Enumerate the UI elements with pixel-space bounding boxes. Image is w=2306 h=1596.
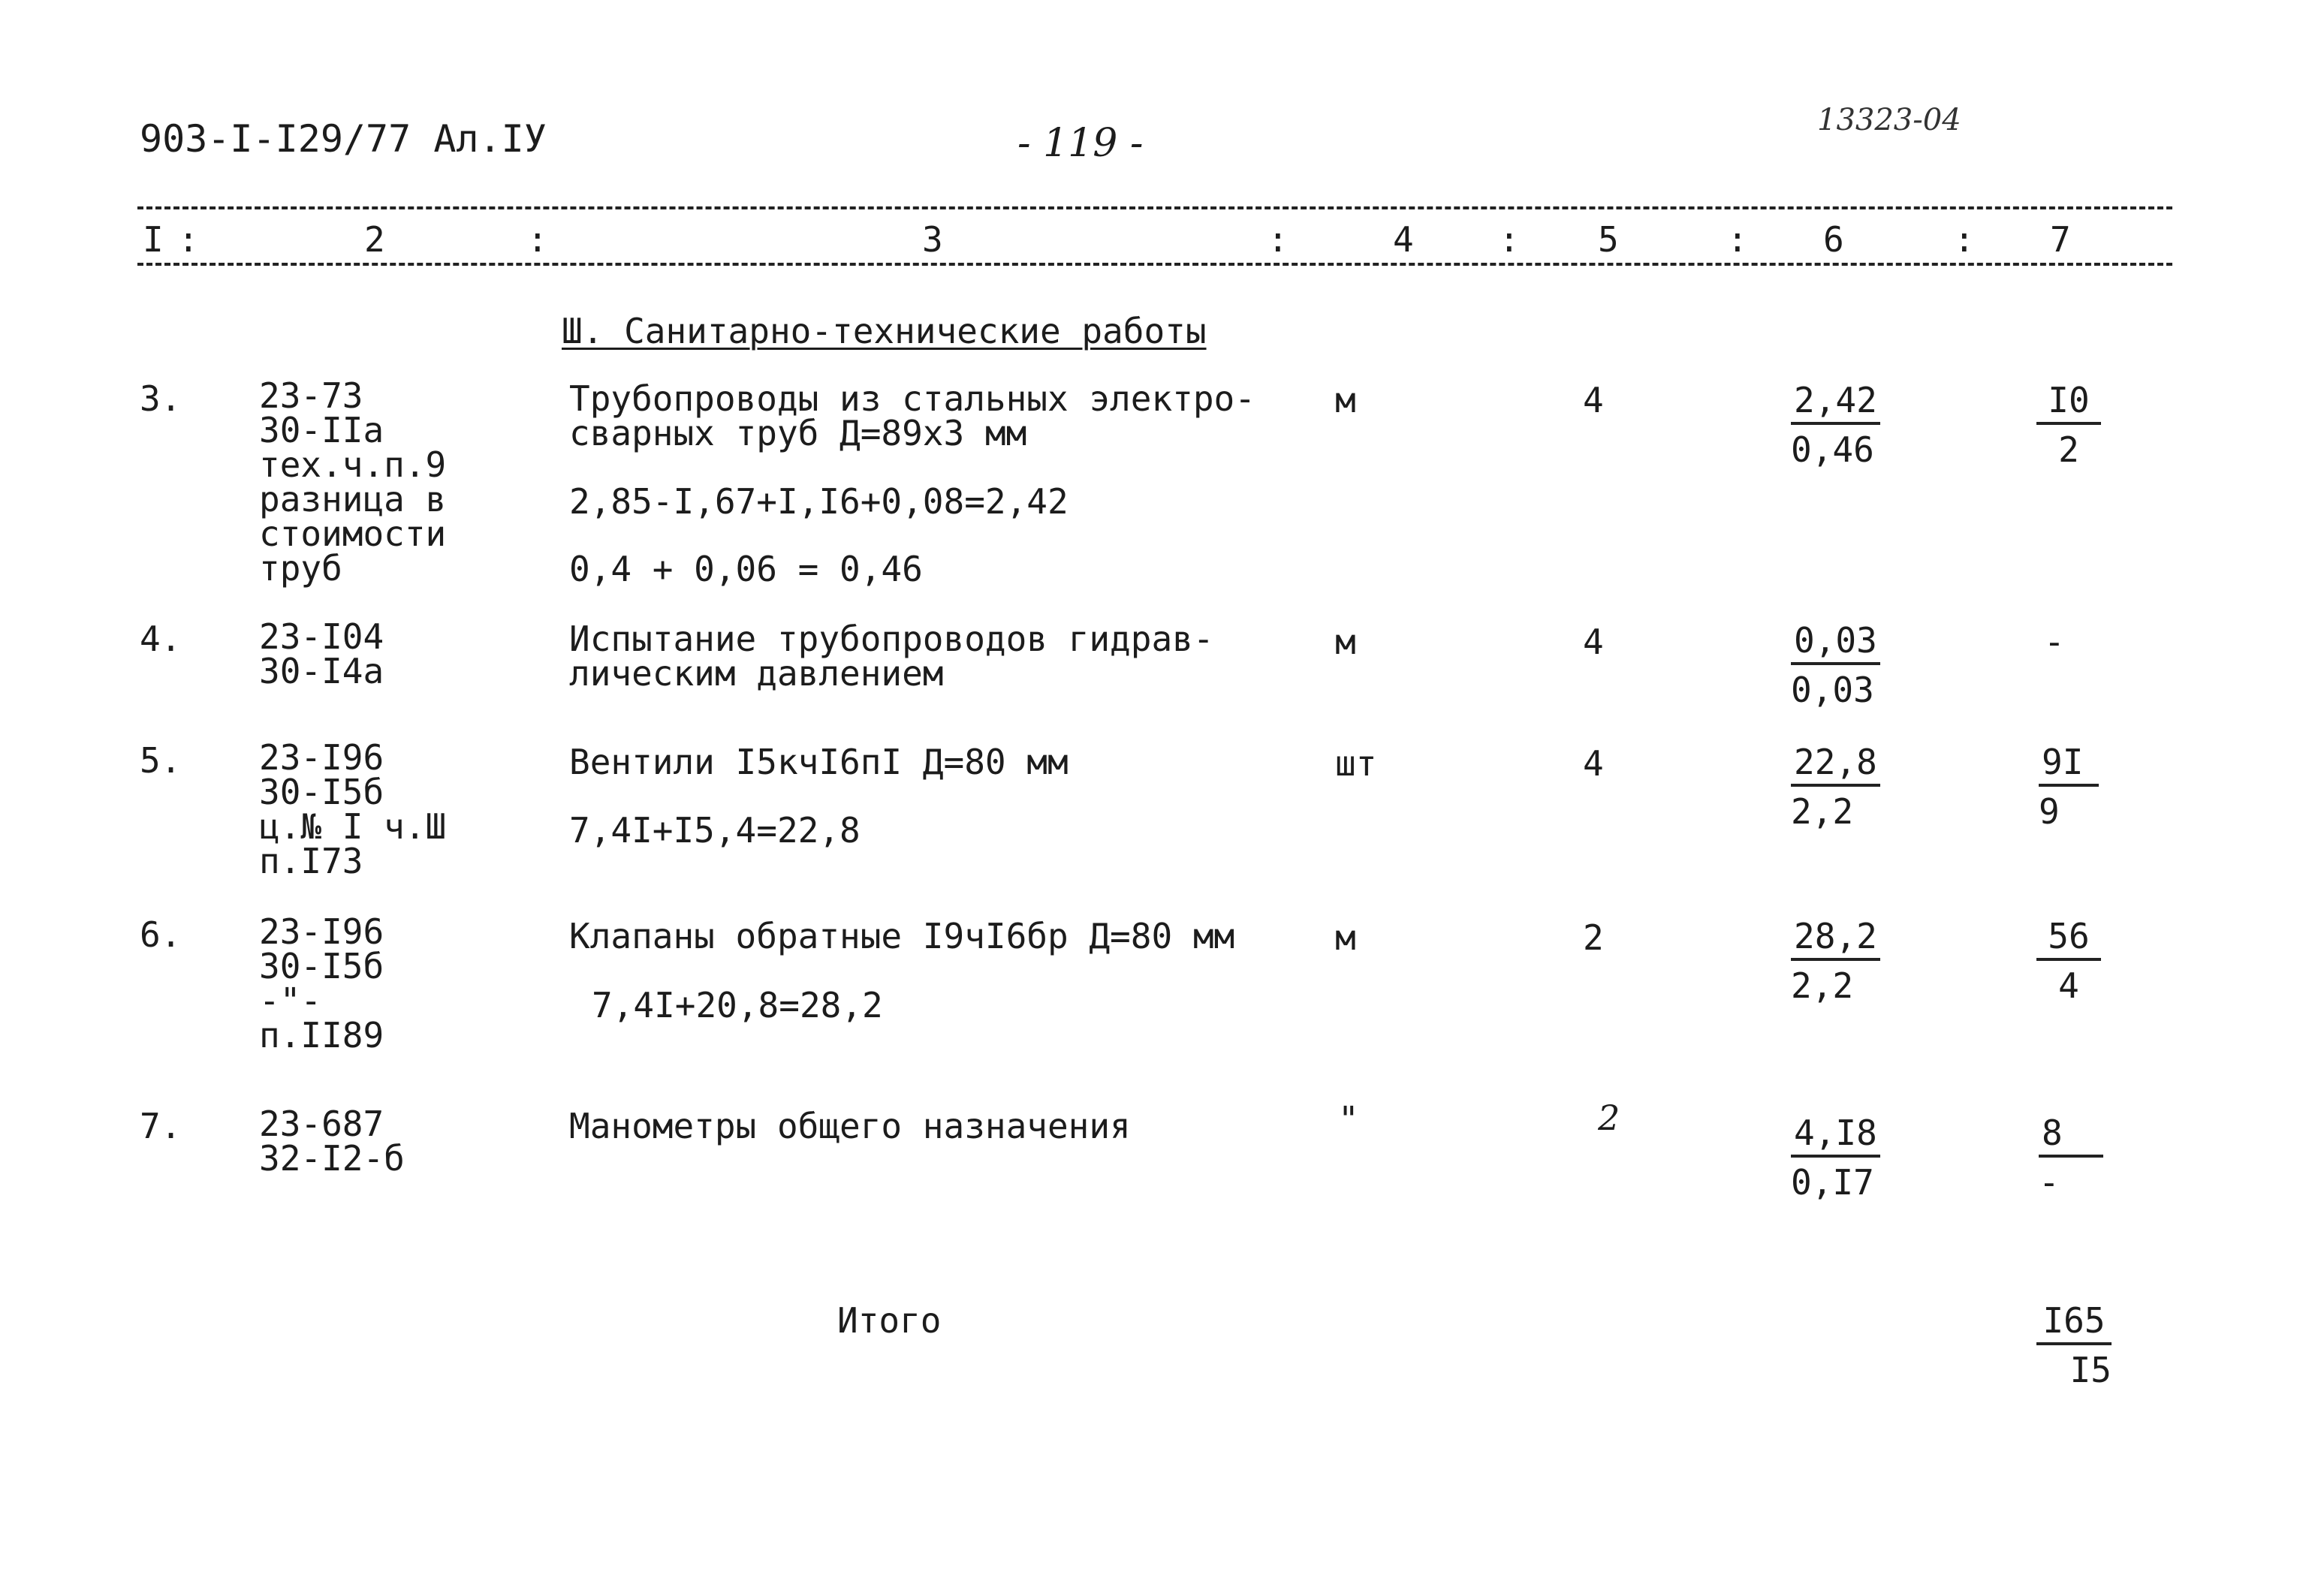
total-bottom: 9 xyxy=(2039,791,2060,832)
grand-total xyxy=(2036,1300,2112,1390)
row-3-price xyxy=(1791,380,1880,470)
col-header-5: 5 xyxy=(1598,219,1619,260)
row-6-calc-1: 7,4I+20,8=28,2 xyxy=(592,985,883,1025)
row-5-unit: шт xyxy=(1335,743,1377,784)
code-line: п.II89 xyxy=(259,1015,384,1055)
row-5-code xyxy=(259,737,447,881)
row-5-quantity: 4 xyxy=(1583,743,1604,784)
code-line: стоимости xyxy=(259,513,447,554)
col-separator: : xyxy=(1727,219,1748,260)
row-5-number: 5. xyxy=(140,740,182,781)
row-3-total xyxy=(2036,380,2101,470)
row-4-price xyxy=(1791,620,1880,710)
code-line: -"- xyxy=(259,980,322,1021)
row-7-total xyxy=(2039,1113,2103,1203)
col-header-3: 3 xyxy=(922,219,943,260)
row-3-number: 3. xyxy=(140,378,182,419)
col-header-6: 6 xyxy=(1823,219,1844,260)
archive-number: 13323-04 xyxy=(1817,103,1961,137)
row-4-unit: м xyxy=(1335,622,1356,662)
row-4-total: - xyxy=(2044,622,2065,662)
col-header-1: I xyxy=(143,219,164,260)
code-line: 30-I5б xyxy=(259,772,384,812)
row-6-quantity: 2 xyxy=(1583,917,1604,958)
code-line: труб xyxy=(259,548,342,589)
total-label: Итого xyxy=(837,1300,942,1341)
code-line: ц.№ I ч.Ш xyxy=(259,806,447,847)
price-top: 0,03 xyxy=(1791,623,1880,665)
price-bottom: 0,I7 xyxy=(1791,1162,1874,1203)
code-line: 32-I2-б xyxy=(259,1138,405,1179)
total-bottom: - xyxy=(2039,1162,2060,1203)
row-7-quantity: 2 xyxy=(1598,1098,1620,1138)
total-top: 8 xyxy=(2039,1116,2103,1158)
row-5-price xyxy=(1791,742,1880,832)
row-4-quantity: 4 xyxy=(1583,622,1604,662)
code-line: 30-I5б xyxy=(259,946,384,986)
col-separator: : xyxy=(178,219,199,260)
col-header-7: 7 xyxy=(2050,219,2071,260)
row-6-price xyxy=(1791,916,1880,1006)
row-3-calc-1: 2,85-I,67+I,I6+0,08=2,42 xyxy=(569,481,1069,522)
row-3-calc-2: 0,4 + 0,06 = 0,46 xyxy=(569,549,923,589)
row-3-code xyxy=(259,375,447,589)
price-top: 2,42 xyxy=(1791,383,1880,425)
row-3-description xyxy=(569,378,1255,453)
row-5-description: Вентили I5кчI6пI Д=80 мм xyxy=(569,742,1069,782)
section-title xyxy=(562,311,1207,351)
header-rule-bottom xyxy=(137,263,2172,266)
row-7-number: 7. xyxy=(140,1106,182,1146)
price-bottom: 0,46 xyxy=(1791,429,1874,470)
grand-total-top: I65 xyxy=(2036,1303,2112,1345)
col-separator: : xyxy=(1954,219,1975,260)
row-4-number: 4. xyxy=(140,619,182,659)
price-top: 28,2 xyxy=(1791,919,1880,961)
row-7-code xyxy=(259,1104,405,1179)
code-line: разница в xyxy=(259,479,447,519)
price-top: 22,8 xyxy=(1791,745,1880,787)
col-separator: : xyxy=(527,219,548,260)
code-line: 30-I4a xyxy=(259,651,384,691)
code-line: 23-I96 xyxy=(259,911,384,952)
code-line: 23-I04 xyxy=(259,616,384,657)
code-line: тех.ч.п.9 xyxy=(259,444,447,485)
row-6-code xyxy=(259,911,384,1055)
code-line: 23-687 xyxy=(259,1104,384,1144)
code-line: п.I73 xyxy=(259,841,363,881)
document-code: 903-I-I29/77 Ал.IУ xyxy=(140,117,547,161)
row-3-quantity: 4 xyxy=(1583,380,1604,420)
price-bottom: 2,2 xyxy=(1791,791,1854,832)
total-top: 56 xyxy=(2036,919,2101,961)
description-line: сварных труб Д=89х3 мм xyxy=(569,413,1027,453)
code-line: 30-IIa xyxy=(259,410,384,450)
total-bottom: 4 xyxy=(2058,965,2079,1006)
price-bottom: 2,2 xyxy=(1791,965,1854,1006)
description-line: лическим давлением xyxy=(569,653,944,694)
total-top: 9I xyxy=(2039,745,2099,787)
row-7-unit: " xyxy=(1338,1099,1359,1140)
row-5-total xyxy=(2039,742,2099,832)
description-line: Испытание трубопроводов гидрав- xyxy=(569,619,1214,659)
row-7-description: Манометры общего назначения xyxy=(569,1106,1131,1146)
row-6-unit: м xyxy=(1335,917,1356,958)
col-separator: : xyxy=(1499,219,1520,260)
row-6-number: 6. xyxy=(140,914,182,955)
code-line: 23-I96 xyxy=(259,737,384,778)
code-line: 23-73 xyxy=(259,375,363,416)
row-5-calc-1: 7,4I+I5,4=22,8 xyxy=(569,810,861,851)
price-bottom: 0,03 xyxy=(1791,670,1874,710)
section-title-text: Ш. Санитарно-технические работы xyxy=(562,311,1207,351)
description-line: Трубопроводы из стальных электро- xyxy=(569,378,1255,419)
row-4-code xyxy=(259,616,384,691)
page-number: - 119 - xyxy=(1017,121,1144,166)
price-top: 4,I8 xyxy=(1791,1116,1880,1158)
col-header-2: 2 xyxy=(364,219,385,260)
row-3-unit: м xyxy=(1335,380,1356,420)
col-header-4: 4 xyxy=(1393,219,1414,260)
row-6-total xyxy=(2036,916,2101,1006)
total-top: I0 xyxy=(2036,383,2101,425)
header-rule-top xyxy=(137,206,2172,209)
row-7-price xyxy=(1791,1113,1880,1203)
col-separator: : xyxy=(1268,219,1289,260)
grand-total-bottom: I5 xyxy=(2069,1350,2112,1390)
row-6-description: Клапаны обратные I9чI6бр Д=80 мм xyxy=(569,916,1235,956)
total-bottom: 2 xyxy=(2058,429,2079,470)
row-4-description xyxy=(569,619,1214,694)
